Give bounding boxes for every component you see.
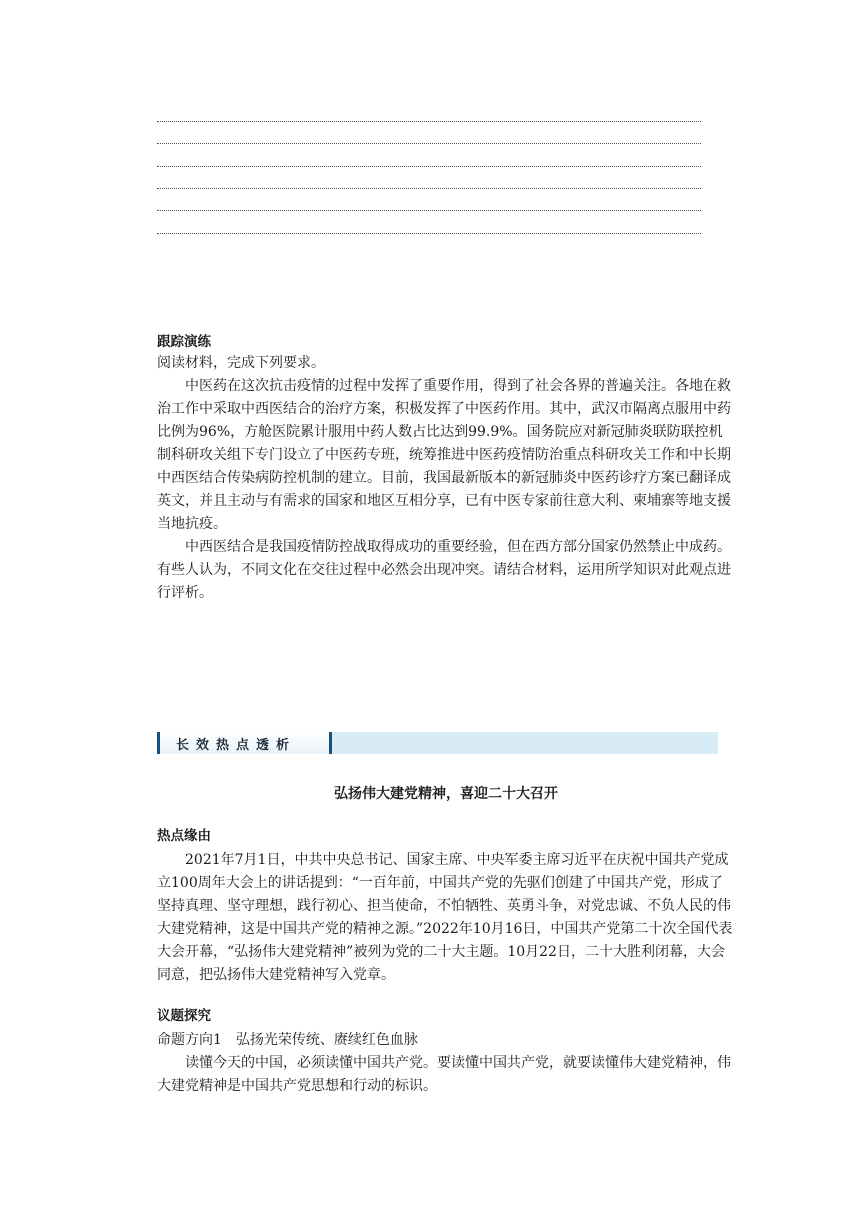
practice-question: 中西医结合是我国疫情防控战取得成功的重要经验，但在西方部分国家仍然禁止中成药。有些人认为，不同文化在交往过程中必然会出现冲突。请结合材料，运用所学知识对此观点进行评析。 bbox=[157, 539, 731, 601]
answer-line bbox=[157, 121, 701, 122]
origin-heading: 热点缘由 bbox=[157, 828, 211, 844]
proposition-direction: 命题方向1 弘扬光荣传统、赓续红色血脉 bbox=[157, 1032, 418, 1048]
practice-heading: 跟踪演练 bbox=[157, 334, 211, 350]
answer-line bbox=[157, 210, 701, 211]
answer-line bbox=[157, 143, 701, 144]
explore-text: 读懂今天的中国，必须读懂中国共产党。要读懂中国共产党，就要读懂伟大建党精神，伟大建党精神是中国共产党思想和行动的标识。 bbox=[157, 1055, 731, 1094]
hotspot-title: 弘扬伟大建党精神，喜迎二十大召开 bbox=[334, 786, 558, 802]
banner-label: 长效热点透析 bbox=[160, 732, 332, 754]
section-banner bbox=[157, 732, 718, 754]
answer-line bbox=[157, 188, 701, 189]
explore-heading: 议题探究 bbox=[157, 1008, 211, 1024]
origin-text: 2021年7月1日，中共中央总书记、国家主席、中央军委主席习近平在庆祝中国共产党成立100周年大会上的讲话提到：“一百年前，中国共产党的先驱们创建了中国共产党，形成了坚持真理、坚守理想，践行初心、担当使命，不怕牺牲、英勇斗争，对党忠诚、不负人民的伟大建党精神，这是中国共产党的精神之源。”2022年10月16日，中国共产党第二十次全国代表大会开幕，“弘扬伟大建党精神”被列为党的二十大主题。10月22日，二十大胜利闭幕，大会同意，把弘扬伟大建党精神写入党章。 bbox=[157, 852, 733, 983]
answer-line bbox=[157, 233, 701, 234]
answer-line bbox=[157, 166, 701, 167]
practice-material: 中医药在这次抗击疫情的过程中发挥了重要作用，得到了社会各界的普遍关注。各地在救治工作中采取中西医结合的治疗方案，积极发挥了中医药作用。其中，武汉市隔离点服用中药比例为96%，方舱医院累计服用中药人数占比达到99.9%。国务院应对新冠肺炎联防联控机制科研攻关组下专门设立了中医药专班，统筹推进中医药疫情防治重点科研攻关工作和中长期中西医结合传染病防控机制的建立。目前，我国最新版本的新冠肺炎中医药诊疗方案已翻译成英文，并且主动与有需求的国家和地区互相分享，已有中医专家前往意大利、柬埔寨等地支援当地抗疫。 bbox=[157, 378, 731, 532]
practice-instruction: 阅读材料，完成下列要求。 bbox=[157, 355, 325, 371]
